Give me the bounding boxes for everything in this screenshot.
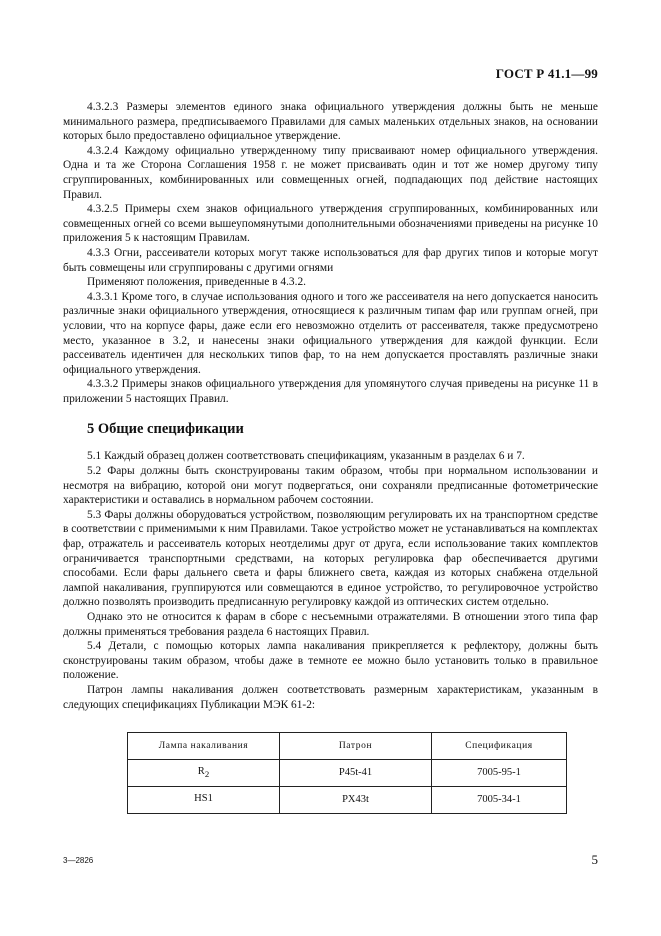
paragraph: 4.3.2.4 Каждому официально утвержденному типу присваивают номер официального утверждения. Одна и та же Сторона Соглашения 1958 г. не может присваивать один и тот же номер другому типу сгруппированных, комбинированных или совмещенных огней, подпадающих под действие настоящих Правил. bbox=[63, 144, 598, 201]
spec-cell: 7005-95-1 bbox=[432, 760, 567, 787]
lamp-cell bbox=[128, 787, 280, 814]
paragraph: 5.3 Фары должны оборудоваться устройством, позволяющим регулировать их на транспортном средстве в соответствии с применимыми к ним Правилами. Такое устройство может не устанавливаться на комплектах фар, отражатель и рассеиватель которых неотделимы друг от друга, если использование таких комплектов ограничивается транспортными средствами, на которых регулировка фар обеспечивается другими способами. Если фары дальнего света и фары ближнего света, каждая из которых снабжена отдельной лампой накаливания, группируются или совмещаются в единое устройство, то регулировочное устройство должно позволять производить предписанную регулировку каждой из оптических систем отдельно. bbox=[63, 508, 598, 609]
paragraph: 4.3.3 Огни, рассеиватели которых могут также использоваться для фар других типов и которые могут быть совмещены или сгруппированы с другими огнями bbox=[63, 246, 598, 274]
column-header-spec: Спецификация bbox=[432, 733, 567, 760]
lamp-name: R bbox=[197, 765, 205, 777]
section-title: 5 Общие спецификации bbox=[87, 421, 244, 438]
table-row bbox=[128, 787, 567, 814]
base-cell: PX43t bbox=[280, 787, 432, 814]
column-header-base: Патрон bbox=[280, 733, 432, 760]
paragraph: 5.2 Фары должны быть сконструированы таким образом, чтобы при нормальном использовании и несмотря на вибрацию, которой они могут подвергаться, они сохраняли предписанные фотометрические характеристики и оставались в нормальном рабочем состоянии. bbox=[63, 465, 598, 507]
lamp-cell bbox=[128, 760, 280, 787]
page-number: 5 bbox=[591, 852, 598, 867]
paragraph: 5.4 Детали, с помощью которых лампа накаливания прикрепляется к рефлектору, должны быть сконструированы таким образом, чтобы даже в темноте ее можно было установить только в правильное положение. bbox=[63, 640, 598, 682]
paragraph: 4.3.2.5 Примеры схем знаков официального утверждения сгруппированных, комбинированных или совмещенных огней со всеми вышеупомянутыми дополнительными обозначениями приведены на рисунке 10 приложения 5 к настоящим Правилам. bbox=[63, 203, 598, 245]
base-cell: P45t-41 bbox=[280, 760, 432, 787]
paragraph: 4.3.2.3 Размеры элементов единого знака официального утверждения должны быть не меньше минимального размера, предписываемого Правилами для самых маленьких отдельных знаков, на основании которых было предоставлено официальное утверждение. bbox=[63, 101, 598, 143]
paragraph: Однако это не относится к фарам в сборе с несъемными отражателями. В отношении этого типа фар должны применяться требования раздела 6 настоящих Правил. bbox=[63, 611, 598, 638]
spec-cell: 7005-34-1 bbox=[432, 787, 567, 814]
table-row bbox=[128, 760, 567, 787]
paragraph: Патрон лампы накаливания должен соответствовать размерным характеристикам, указанным в следующих спецификациях Публикации МЭК 61-2: bbox=[63, 683, 598, 711]
paragraph: Применяют положения, приведенные в 4.3.2. bbox=[87, 276, 306, 289]
paragraph: 4.3.3.2 Примеры знаков официального утверждения для упомянутого случая приведены на рисунке 11 в приложении 5 настоящих Правил. bbox=[63, 378, 598, 405]
print-order-code: 3—2826 bbox=[63, 856, 94, 865]
paragraph: 4.3.3.1 Кроме того, в случае использования одного и того же рассеивателя на него допускается наносить различные знаки официального утверждения, относящиеся к различным типам фар или группам огней, при условии, что на корпусе фары, даже если его невозможно отделить от рассеивателя, также предусмотрено место, указанное в 3.2, и нанесены знаки официального утверждения для каждой функции. Если рассеиватель идентичен для нескольких типов фар, то на нем допускается проставлять различные знаки официального утверждения. bbox=[63, 290, 598, 376]
document-body bbox=[63, 100, 598, 814]
standard-header: ГОСТ Р 41.1—99 bbox=[495, 66, 598, 81]
table-header-row bbox=[128, 733, 567, 760]
column-header-lamp: Лампа накаливания bbox=[128, 733, 280, 760]
paragraph: 5.1 Каждый образец должен соответствовать спецификациям, указанным в разделах 6 и 7. bbox=[87, 450, 525, 463]
lamp-subscript: 2 bbox=[204, 768, 210, 779]
lamp-holder-table bbox=[127, 732, 567, 814]
lamp-name: HS1 bbox=[194, 792, 213, 804]
